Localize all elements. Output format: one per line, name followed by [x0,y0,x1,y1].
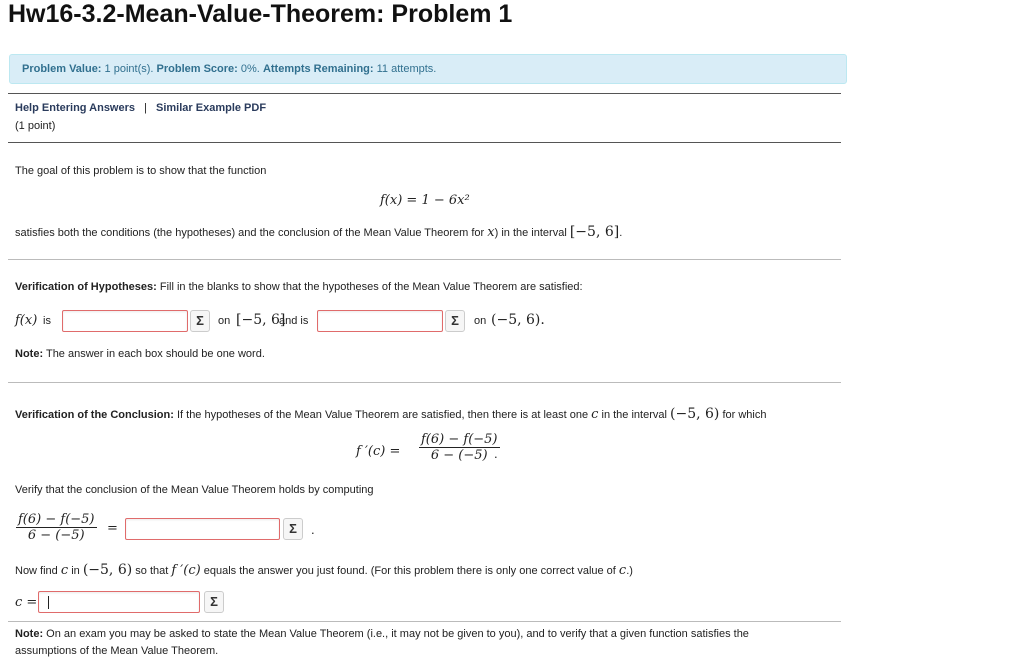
sigma-icon[interactable]: Σ [445,310,465,332]
find-c-text: Now find c in (−5, 6) so that f ′(c) equals the answer you just found. (For this problem there is only one correct value of c.) [15,562,633,578]
hypotheses-text: Verification of Hypotheses: Fill in the blanks to show that the hypotheses of the Mean Value Theorem are satisfied: [15,281,583,293]
function-formula: f(x) = 1 − 6x² [380,193,470,208]
sigma-icon[interactable]: Σ [190,310,210,332]
difference-quotient-input[interactable] [125,518,280,540]
c-equals-label: c = [15,595,38,610]
final-note-line2: assumptions of the Mean Value Theorem. [15,645,219,657]
divider [8,93,841,94]
difference-quotient: $\frac{f(6) - f(-5)}{6 - (-5)}$ [18,512,95,543]
period: . [311,522,315,537]
and-is-label: and is [279,315,309,327]
closed-interval: [−5, 6] [236,312,286,328]
page-title: Hw16-3.2-Mean-Value-Theorem: Problem 1 [8,0,513,28]
c-value-input[interactable] [38,591,200,613]
attempts-remaining: 11 attempts. [376,63,437,75]
divider [8,142,841,143]
problem-score: 0%. [240,63,260,75]
hypothesis-answer-2-input[interactable] [317,310,443,332]
mvt-fraction: $\frac{f(6) - f(-5)}{6 - (-5)}$ [421,432,498,463]
final-note: Note: On an exam you may be asked to state the Mean Value Theorem (i.e., it may not be given to you), and to verify that a given function satisfies the [15,628,749,640]
is-label: is [43,315,51,327]
conclusion-text: Verification of the Conclusion: If the hypotheses of the Mean Value Theorem are satisfied, then there is at least one c in the interval (−5, 6) for which [15,406,767,422]
problem-score-label: Problem Score: [156,63,238,75]
verify-text: Verify that the conclusion of the Mean Value Theorem holds by computing [15,484,374,496]
intro-text: The goal of this problem is to show that the function [15,165,267,177]
satisfies-text: satisfies both the conditions (the hypotheses) and the conclusion of the Mean Value Theorem for x) in the interval [−5, 6]. [15,224,623,240]
fx-label: f(x) [15,313,38,328]
problem-info-bar [9,54,847,84]
help-entering-answers-link[interactable]: Help Entering Answers [15,102,136,114]
similar-example-pdf-link[interactable]: Similar Example PDF [156,102,267,114]
divider [8,621,841,622]
open-interval: (−5, 6). [491,312,545,328]
problem-value-label: Problem Value: [22,63,102,75]
problem-value: 1 point(s). [104,63,154,75]
divider [8,259,841,260]
sigma-icon[interactable]: Σ [283,518,303,540]
hypotheses-label: Verification of Hypotheses: [15,281,157,293]
link-separator: | [144,102,147,114]
points-label: (1 point) [15,120,56,132]
attempts-label: Attempts Remaining: [262,63,374,75]
conclusion-label: Verification of the Conclusion: [15,409,174,421]
sigma-icon[interactable]: Σ [204,591,224,613]
period: . [494,446,498,461]
hypothesis-answer-1-input[interactable] [62,310,188,332]
on-label: on [218,315,231,327]
text-cursor [48,596,49,609]
on-label: on [474,315,487,327]
equals-sign: = [107,521,118,536]
hypotheses-note: Note: The answer in each box should be one word. [15,348,265,360]
fprime-label: f ′(c) = [356,444,401,459]
help-links [15,102,266,114]
divider [8,382,841,383]
